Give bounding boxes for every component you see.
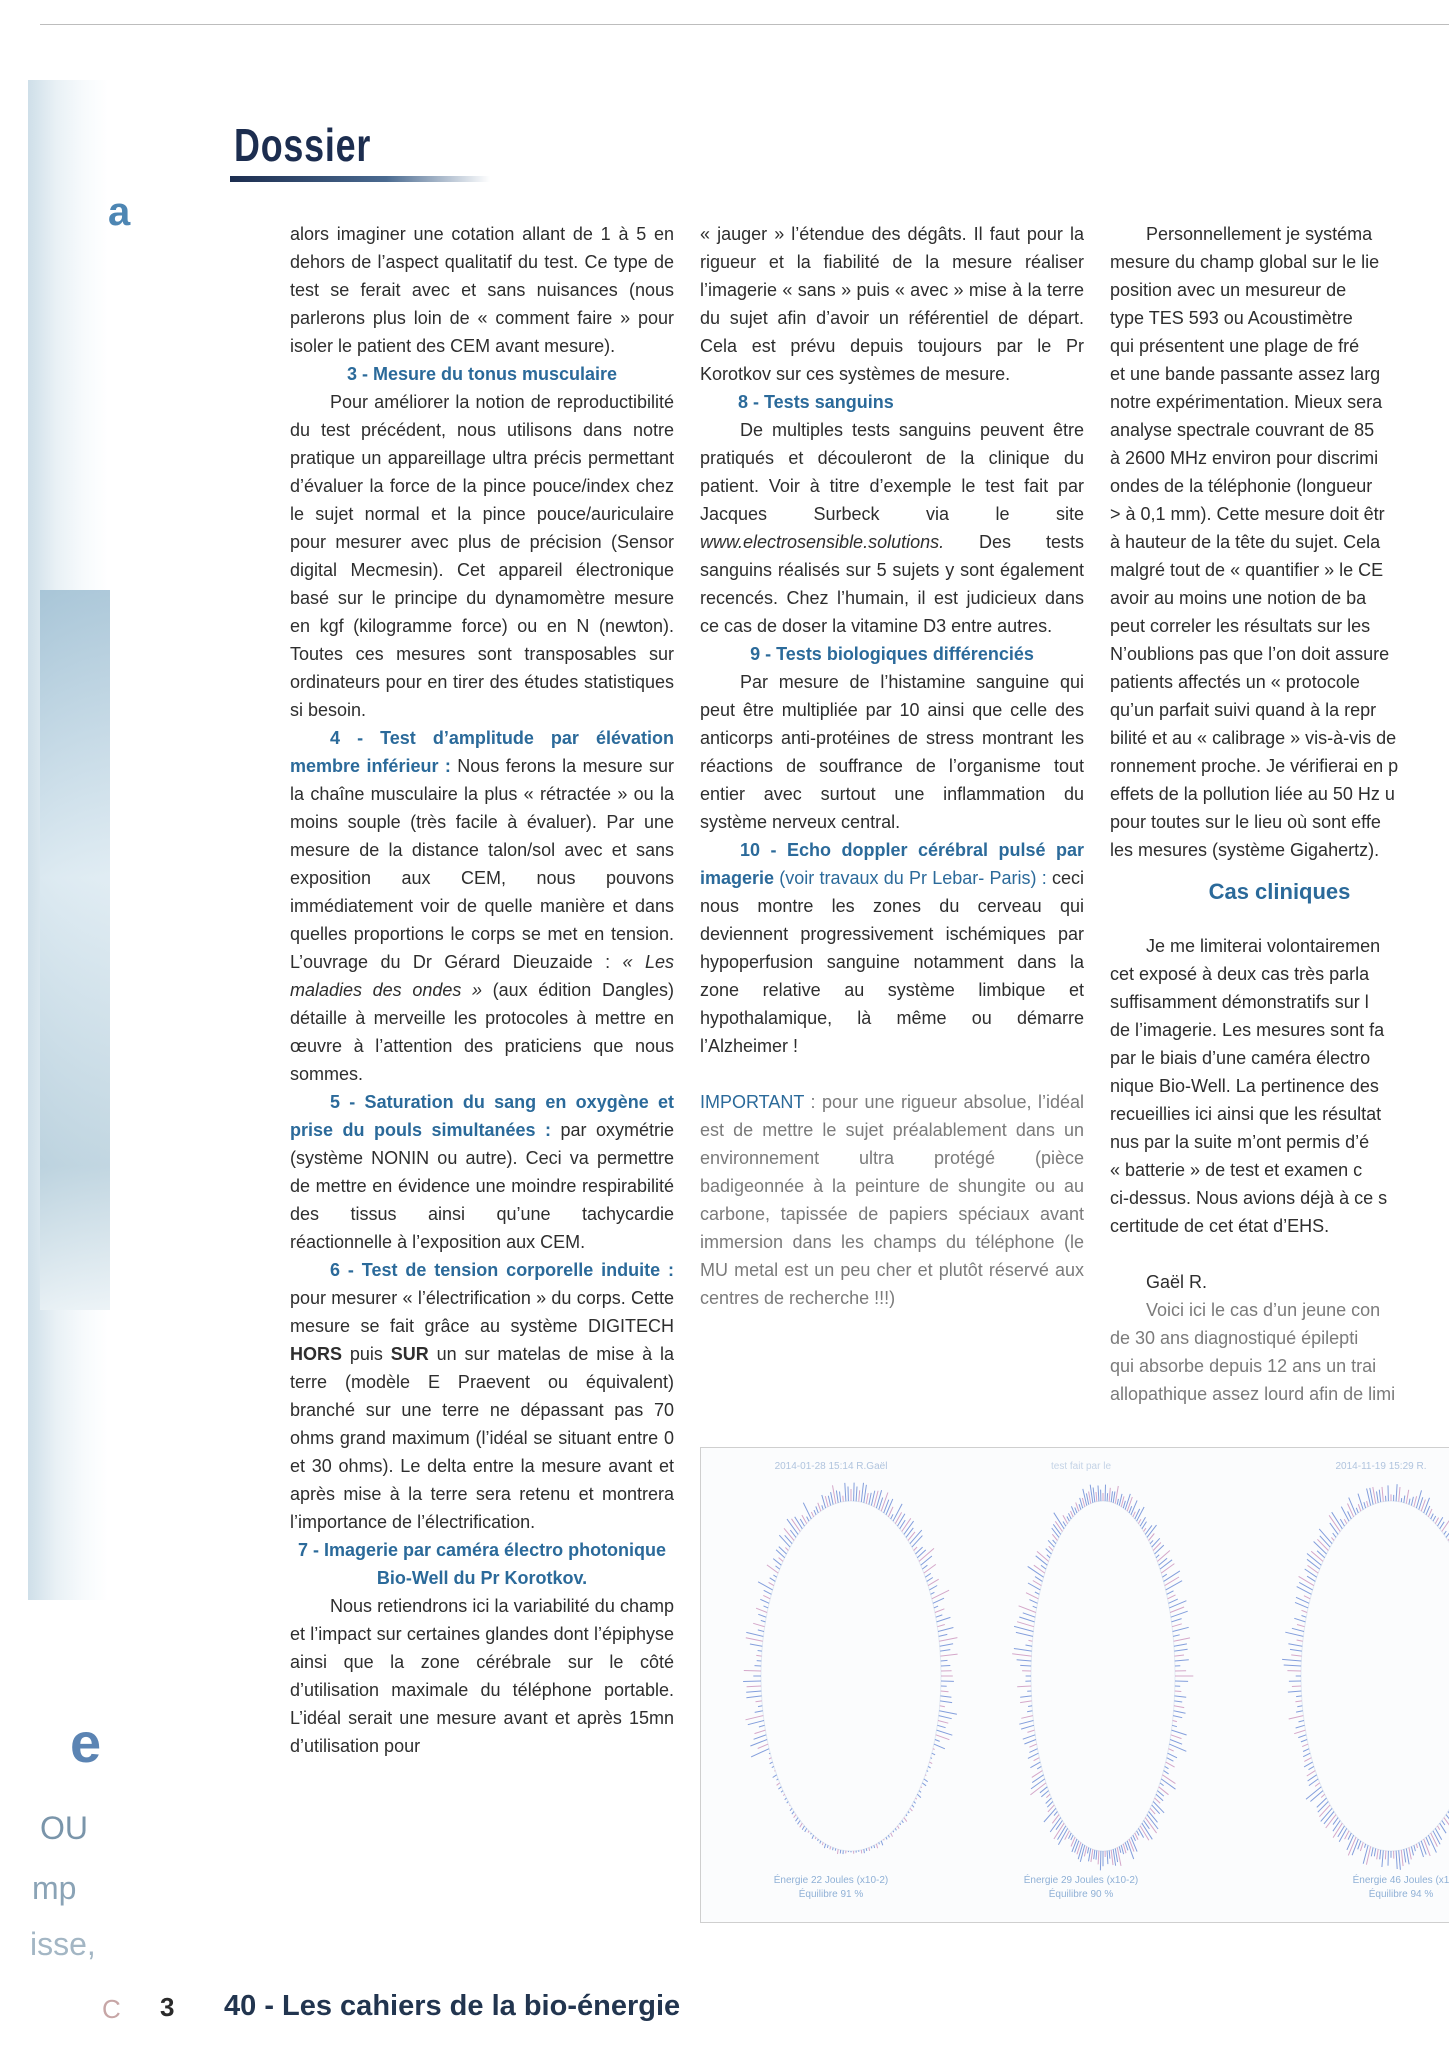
heading-imagerie: 7 - Imagerie par caméra électro photonique Bio-Well du Pr Korotkov. bbox=[297, 1540, 667, 1588]
aura-panel-3 bbox=[1282, 1484, 1449, 1870]
paragraph-cas-gael bbox=[1110, 1296, 1449, 1408]
text-line: type TES 593 ou Acoustimètre bbox=[1110, 308, 1353, 328]
aura-panel-2 bbox=[1012, 1485, 1193, 1871]
panel-3-balance: Équilibre 94 % bbox=[1368, 1889, 1434, 1900]
panel-3-header: 2014-11-19 15:29 R. bbox=[1335, 1461, 1427, 1472]
text-line: mesure du champ global sur le lie bbox=[1110, 252, 1380, 272]
text-line: patients affectés un « protocole bbox=[1110, 672, 1360, 692]
heading-tests-sanguins: 8 - Tests sanguins bbox=[738, 392, 894, 412]
text-line: nique Bio-Well. La pertinence des bbox=[1110, 1076, 1379, 1096]
text-line: à hauteur de la tête du sujet. Cela bbox=[1110, 532, 1381, 552]
edge-letter-a: a bbox=[108, 190, 131, 234]
text-line: ondes de la téléphonie (longueur bbox=[1110, 476, 1373, 496]
column-3 bbox=[1110, 220, 1449, 1408]
text-line: par le biais d’une caméra électro bbox=[1110, 1048, 1371, 1068]
text-line: position avec un mesureur de bbox=[1110, 280, 1347, 300]
magazine-title: 40 - Les cahiers de la bio-énergie bbox=[224, 1990, 681, 2022]
heading-saturation: 5 - Saturation du sang en oxygène et prise du pouls simultanées : bbox=[290, 1092, 674, 1140]
text-line: Voici ici le cas d’un jeune con bbox=[1146, 1300, 1381, 1320]
aura-panel-1 bbox=[743, 1483, 958, 1855]
adjacent-page-edge bbox=[0, 70, 132, 1960]
text-line: « batterie » de test et examen c bbox=[1110, 1160, 1363, 1180]
text-line: peut correler les résultats sur les bbox=[1110, 616, 1371, 636]
heading-tonus: 3 - Mesure du tonus musculaire bbox=[346, 364, 618, 384]
text-line: bilité et au « calibrage » vis-à-vis de bbox=[1110, 728, 1397, 748]
text-line: suffisamment démonstratifs sur l bbox=[1110, 992, 1369, 1012]
paragraph-echo-doppler: 10 - Echo doppler cérébral pulsé par imagerie (voir travaux du Pr Lebar- Paris) : ceci nous montre les zones du cerveau qui deviennent progressivement ischémiques par hypoperfusion sanguine notamment dans la zone relative au système limbique et hypothalamique, là même ou démarre l’Alzheimer ! bbox=[700, 840, 1084, 1056]
edge-text-ou: OU bbox=[40, 1810, 88, 1846]
text-line: effets de la pollution liée au 50 Hz u bbox=[1110, 784, 1395, 804]
book-title: « Les maladies des ondes » bbox=[290, 952, 674, 1000]
panel-1-energy: Énergie 22 Joules (x10-2) bbox=[773, 1875, 889, 1886]
heading-tension: 6 - Test de tension corporelle induite : bbox=[330, 1260, 674, 1280]
paragraph: Pour améliorer la notion de reproductibilité du test précédent, nous utilisons dans notre pratique un appareillage ultra précis permettant d’évaluer la force de la pince pouce/index chez le sujet normal et la pince pouce/auriculaire pour mesurer avec plus de précision (Sensor digital Mecmesin). Cet appareil électronique basé sur le principe du dynamomètre mesure en kgf (kilogramme force) ou en N (newton). Toutes ces mesures sont transposables sur ordinateurs pour en tirer des études statistiques si besoin. bbox=[290, 392, 674, 720]
paragraph-amplitude: 4 - Test d’amplitude par élévation membre inférieur : Nous ferons la mesure sur la chaîne musculaire la plus « rétractée » ou la moins souple (très facile à évaluer). Par une mesure de la distance talon/sol avec et sans exposition aux CEM, nous pouvons immédiatement voir de quelle manière et dans quelles proportions le corps se met en tension. L’ouvrage du Dr Gérard Dieuzaide : « Les maladies des ondes » (aux édition Dangles) détaille à merveille les protocoles à mettre en œuvre à l’attention des praticiens que nous sommes. bbox=[290, 728, 675, 1084]
text-line: de l’imagerie. Les mesures sont fa bbox=[1110, 1020, 1385, 1040]
biowell-figure bbox=[700, 1447, 1449, 1923]
text-line: analyse spectrale couvrant de 85 bbox=[1110, 420, 1375, 440]
section-title: Dossier bbox=[234, 119, 372, 171]
section-title-underline bbox=[230, 176, 490, 182]
important-label: IMPORTANT bbox=[700, 1092, 805, 1112]
panel-1-header: 2014-01-28 15:14 R.Gaël bbox=[774, 1461, 888, 1472]
heading-echo-doppler: 10 - Echo doppler cérébral pulsé par imagerie bbox=[700, 840, 1084, 888]
edge-text-mp: mp bbox=[32, 1870, 77, 1906]
text-line: pour toutes sur le lieu où sont effe bbox=[1110, 812, 1381, 832]
author-name: Gaël R. bbox=[1146, 1272, 1208, 1292]
text-line: qu’un parfait suivi quand à la repr bbox=[1110, 700, 1377, 720]
column-2 bbox=[700, 220, 1084, 1312]
text-line: de 30 ans diagnostiqué épilepti bbox=[1110, 1328, 1359, 1348]
text-line: et une bande passante assez larg bbox=[1110, 364, 1381, 384]
text-line: qui présentent une plage de fré bbox=[1110, 336, 1360, 356]
text-line: allopathique assez lourd afin de limi bbox=[1110, 1384, 1396, 1404]
paragraph-intro-cas bbox=[1110, 932, 1449, 1240]
text-line: certitude de cet état d’EHS. bbox=[1110, 1216, 1330, 1236]
text-line: avoir au moins une notion de ba bbox=[1110, 588, 1367, 608]
text-line: ronnement proche. Je vérifierai en p bbox=[1110, 756, 1399, 776]
paragraph-mesure-champ bbox=[1110, 220, 1449, 864]
heading-tests-biologiques: 9 - Tests biologiques différenciés bbox=[750, 644, 1034, 664]
top-rule bbox=[40, 24, 1449, 25]
text-line: ci-dessus. Nous avions déjà à ce s bbox=[1110, 1188, 1388, 1208]
paragraph: Nous retiendrons ici la variabilité du champ et l’impact sur certaines glandes dont l’épiphyse ainsi que la zone cérébrale sur le côté d’utilisation maximale du téléphone portable. L’idéal serait une mesure avant et après 15mn d’utilisation pour bbox=[290, 1596, 674, 1756]
text-line: recueillies ici ainsi que les résultat bbox=[1110, 1104, 1382, 1124]
panel-2-header: test fait par le bbox=[1050, 1461, 1112, 1472]
paragraph-saturation: 5 - Saturation du sang en oxygène et prise du pouls simultanées : par oxymétrie (système NONIN ou autre). Ceci va permettre de mettre en évidence une moindre respirabilité des tissus ainsi qu’une tachycardie réactionnelle à l’exposition aux CEM. bbox=[290, 1092, 674, 1252]
paragraph: alors imaginer une cotation allant de 1 à 5 en dehors de l’aspect qualitatif du test. Ce type de test se ferait avec et sans nuisances (nous parlerons plus loin de « comment faire » pour isoler le patient des CEM avant mesure). bbox=[290, 224, 674, 356]
panel-2-balance: Équilibre 90 % bbox=[1048, 1889, 1114, 1900]
biowell-images bbox=[701, 1448, 1449, 1922]
text-line: > à 0,1 mm). Cette mesure doit êtr bbox=[1110, 504, 1385, 524]
edge-text-isse: isse, bbox=[30, 1926, 96, 1960]
paragraph-tension: 6 - Test de tension corporelle induite : pour mesurer « l’électrification » du corps. Cette mesure se fait grâce au système DIGITECH HORS puis SUR un sur matelas de mise à la terre (modèle E Praevent ou équivalent) branché sur une terre ne dépassant pas 70 ohms grand maximum (l’idéal se situant entre 0 et 30 ohms). Le delta entre la mesure avant et après mise à la terre sera retenu et montrera l’importance de l’électrification. bbox=[290, 1260, 674, 1532]
footer-margin-letter: C bbox=[102, 1994, 121, 2024]
panel-1-balance: Équilibre 91 % bbox=[798, 1889, 864, 1900]
heading-cas-cliniques: Cas cliniques bbox=[1208, 879, 1351, 904]
paragraph: « jauger » l’étendue des dégâts. Il faut pour la rigueur et la fiabilité de la mesure réaliser l’imagerie « sans » puis « avec » mise à la terre du sujet afin d’avoir un référentiel de départ. Cela est prévu depuis toujours par le Pr Korotkov sur ces systèmes de mesure. bbox=[700, 224, 1084, 384]
website-link[interactable]: www.electrosensible.solutions. bbox=[700, 532, 945, 552]
text-line: notre expérimentation. Mieux sera bbox=[1110, 392, 1383, 412]
edge-letter-e: e bbox=[70, 1711, 102, 1774]
paragraph-tests-sanguins: De multiples tests sanguins peuvent être pratiqués et découleront de la clinique du patient. Voir à titre d’exemple le test fait par Jacques Surbeck via le site www.electrosensible.solutions. Des tests sanguins réalisés sur 5 sujets y sont également recencés. Chez l’humain, il est judicieux dans ce cas de doser la vitamine D3 entre autres. bbox=[700, 420, 1084, 636]
heading-amplitude: 4 - Test d’amplitude par élévation membre inférieur : bbox=[290, 728, 674, 776]
text-line: qui absorbe depuis 12 ans un trai bbox=[1110, 1356, 1377, 1376]
text-line: cet exposé à deux cas très parla bbox=[1110, 964, 1370, 984]
column-1 bbox=[290, 220, 674, 1760]
text-line: Personnellement je systéma bbox=[1146, 224, 1373, 244]
text-line: malgré tout de « quantifier » le CE bbox=[1110, 560, 1384, 580]
text-line: Je me limiterai volontairemen bbox=[1146, 936, 1381, 956]
text-line: N’oublions pas que l’on doit assure bbox=[1110, 644, 1390, 664]
text-line: à 2600 MHz environ pour discrimi bbox=[1110, 448, 1379, 468]
important-note: IMPORTANT : pour une rigueur absolue, l’idéal est de mettre le sujet préalablement dans un environnement ultra protégé (pièce badigeonnée à la peinture de shungite ou au carbone, tapissée de papiers spéciaux avant immersion dans les champs du téléphone (le MU metal est un peu cher et plutôt réservé aux centres de recherche !!!) bbox=[700, 1092, 1084, 1308]
page-number: 3 bbox=[160, 1992, 175, 2022]
paragraph: Par mesure de l’histamine sanguine qui peut être multipliée par 10 ainsi que celle des anticorps anti-protéines de stress montrant les réactions de souffrance de l’organisme tout entier avec surtout une inflammation du système nerveux central. bbox=[700, 672, 1084, 832]
text-line: les mesures (système Gigahertz). bbox=[1110, 840, 1380, 860]
panel-2-energy: Énergie 29 Joules (x10-2) bbox=[1023, 1875, 1139, 1886]
text-line: nus par la suite m’ont permis d’é bbox=[1110, 1132, 1370, 1152]
panel-3-energy: Énergie 46 Joules (x1 bbox=[1352, 1875, 1449, 1886]
